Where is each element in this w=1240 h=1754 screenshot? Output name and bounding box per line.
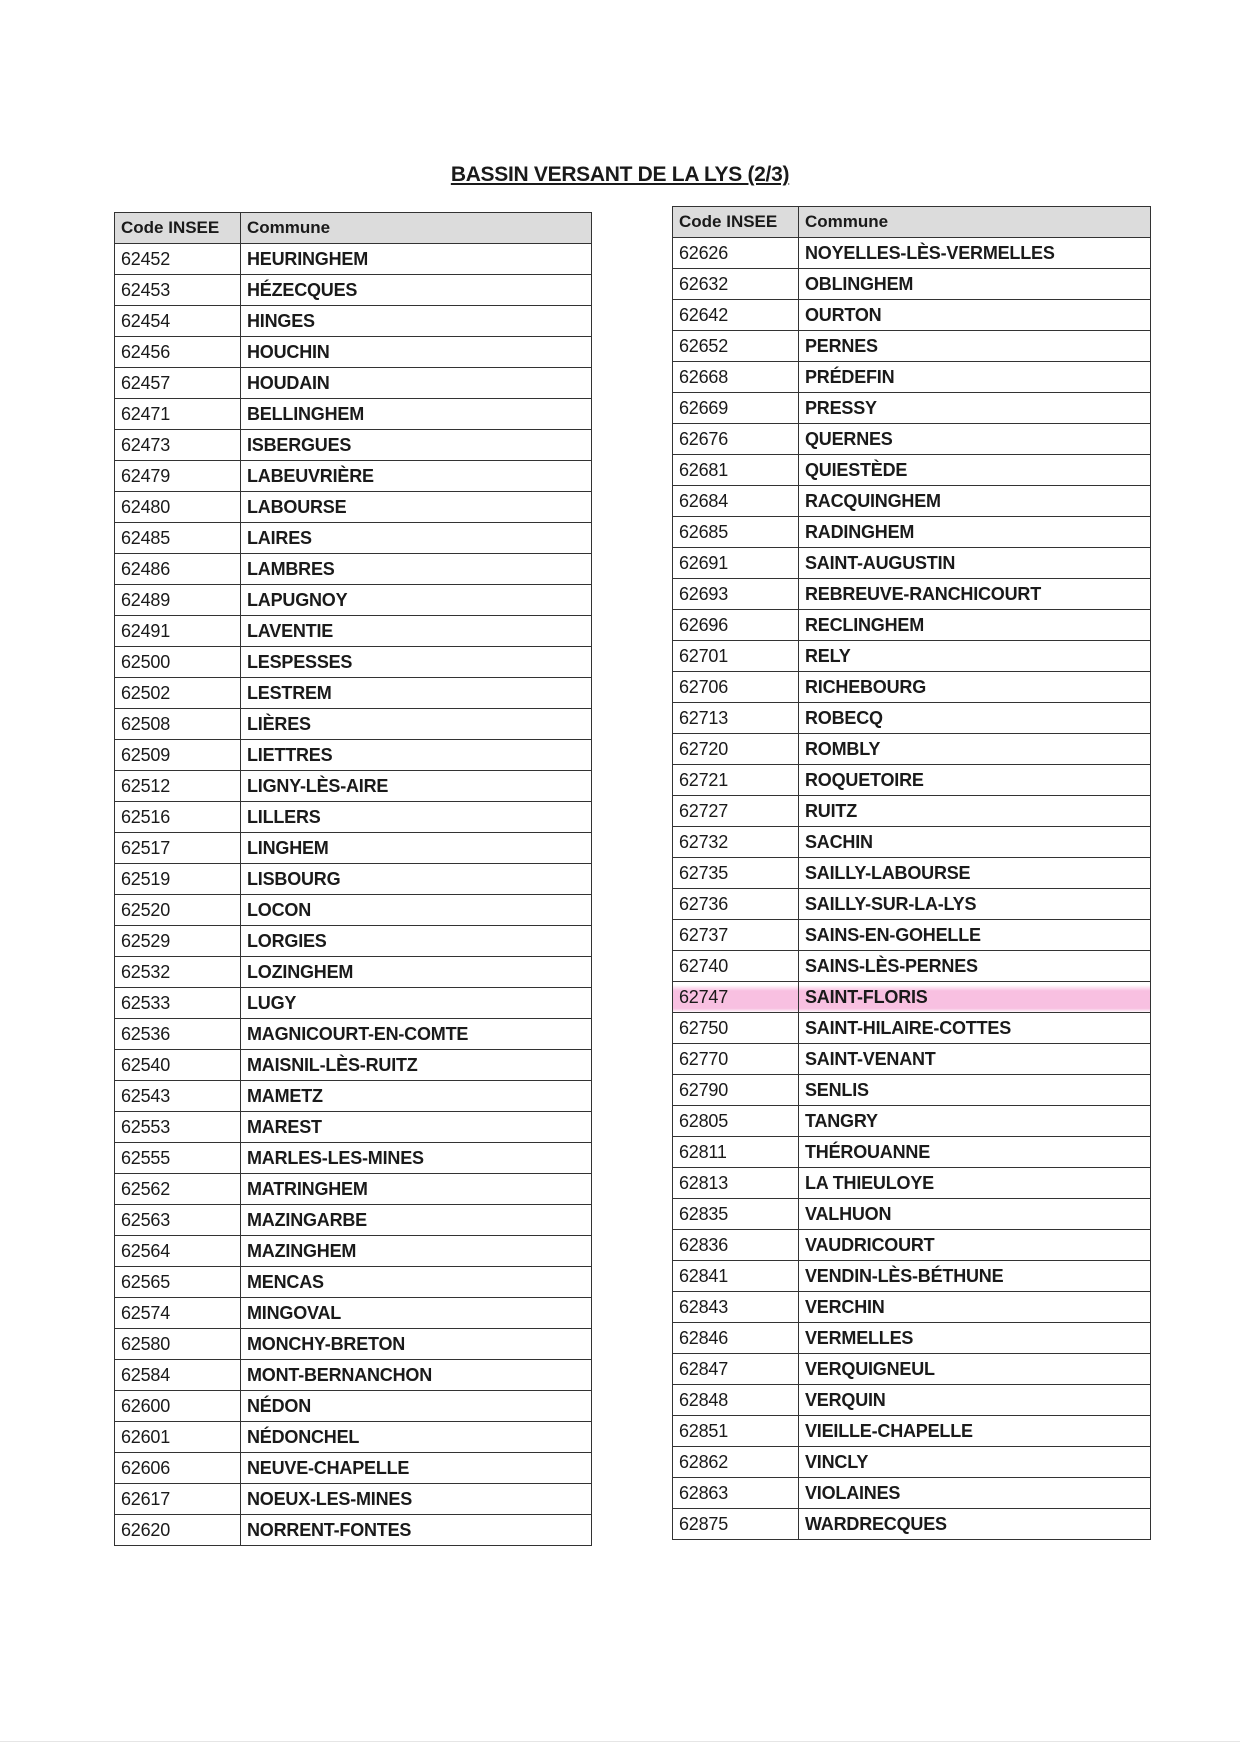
insee-code-cell: 62457 (115, 368, 241, 399)
insee-code-cell: 62737 (673, 920, 799, 951)
insee-code-cell: 62813 (673, 1168, 799, 1199)
insee-code-cell: 62452 (115, 244, 241, 275)
commune-name-cell: MATRINGHEM (241, 1174, 592, 1205)
insee-code-cell: 62875 (673, 1509, 799, 1540)
insee-code-cell: 62696 (673, 610, 799, 641)
insee-code-cell: 62851 (673, 1416, 799, 1447)
insee-code-cell: 62563 (115, 1205, 241, 1236)
communes-table-left-body (115, 244, 592, 1546)
commune-name-cell: NÉDONCHEL (241, 1422, 592, 1453)
table-row (673, 1199, 1151, 1230)
insee-code-cell: 62564 (115, 1236, 241, 1267)
commune-name-cell: PRESSY (799, 393, 1151, 424)
insee-code-cell: 62454 (115, 306, 241, 337)
commune-name-cell: SAINT-VENANT (799, 1044, 1151, 1075)
table-row (673, 269, 1151, 300)
commune-name-cell: VERMELLES (799, 1323, 1151, 1354)
table-row (673, 1385, 1151, 1416)
table-row (673, 951, 1151, 982)
commune-name-cell: QUIESTÈDE (799, 455, 1151, 486)
insee-code-cell: 62669 (673, 393, 799, 424)
insee-code-cell: 62520 (115, 895, 241, 926)
insee-code-cell: 62668 (673, 362, 799, 393)
insee-code-cell: 62684 (673, 486, 799, 517)
table-row (673, 300, 1151, 331)
commune-name-cell: SAILLY-SUR-LA-LYS (799, 889, 1151, 920)
commune-name-cell: LORGIES (241, 926, 592, 957)
table-row (673, 765, 1151, 796)
insee-code-cell: 62480 (115, 492, 241, 523)
table-row-highlighted (673, 982, 1151, 1013)
table-row (673, 362, 1151, 393)
commune-name-cell: LIGNY-LÈS-AIRE (241, 771, 592, 802)
insee-code-cell: 62721 (673, 765, 799, 796)
insee-code-cell: 62735 (673, 858, 799, 889)
table-row (115, 461, 592, 492)
commune-name-cell: LIETTRES (241, 740, 592, 771)
commune-name-cell: HINGES (241, 306, 592, 337)
page-bottom-edge (0, 1741, 1240, 1742)
commune-name-cell: VINCLY (799, 1447, 1151, 1478)
table-row (115, 740, 592, 771)
commune-name-cell: HEURINGHEM (241, 244, 592, 275)
table-row (673, 827, 1151, 858)
commune-name-cell: NOEUX-LES-MINES (241, 1484, 592, 1515)
insee-code-cell: 62736 (673, 889, 799, 920)
insee-code-cell: 62626 (673, 238, 799, 269)
table-row (115, 1081, 592, 1112)
commune-name-cell: LA THIEULOYE (799, 1168, 1151, 1199)
insee-code-cell: 62843 (673, 1292, 799, 1323)
insee-code-cell: 62471 (115, 399, 241, 430)
insee-code-cell: 62512 (115, 771, 241, 802)
table-row (673, 238, 1151, 269)
commune-name-cell: ISBERGUES (241, 430, 592, 461)
table-row (673, 703, 1151, 734)
table-row (115, 1019, 592, 1050)
insee-code-cell: 62706 (673, 672, 799, 703)
insee-code-cell: 62701 (673, 641, 799, 672)
insee-code-cell: 62453 (115, 275, 241, 306)
table-row (673, 548, 1151, 579)
table-row (115, 399, 592, 430)
table-row (115, 368, 592, 399)
table-row (115, 864, 592, 895)
communes-table-right (672, 206, 1151, 1540)
commune-name-cell: RELY (799, 641, 1151, 672)
insee-code-cell: 62747 (673, 982, 799, 1013)
table-row (115, 988, 592, 1019)
insee-code-cell: 62693 (673, 579, 799, 610)
column-header-commune: Commune (799, 207, 1151, 238)
table-row (673, 455, 1151, 486)
insee-code-cell: 62473 (115, 430, 241, 461)
commune-name-cell: ROBECQ (799, 703, 1151, 734)
table-row (673, 393, 1151, 424)
commune-name-cell: VAUDRICOURT (799, 1230, 1151, 1261)
communes-table-left (114, 212, 592, 1546)
table-row (673, 1323, 1151, 1354)
commune-name-cell: LAVENTIE (241, 616, 592, 647)
insee-code-cell: 62553 (115, 1112, 241, 1143)
insee-code-cell: 62562 (115, 1174, 241, 1205)
insee-code-cell: 62533 (115, 988, 241, 1019)
table-row (115, 1143, 592, 1174)
commune-name-cell: LABEUVRIÈRE (241, 461, 592, 492)
commune-name-cell: LILLERS (241, 802, 592, 833)
table-row (673, 1137, 1151, 1168)
commune-name-cell: REBREUVE-RANCHICOURT (799, 579, 1151, 610)
table-row (115, 1050, 592, 1081)
commune-name-cell: NOYELLES-LÈS-VERMELLES (799, 238, 1151, 269)
commune-name-cell: LABOURSE (241, 492, 592, 523)
table-row (673, 610, 1151, 641)
table-row (115, 771, 592, 802)
table-row (673, 1044, 1151, 1075)
insee-code-cell: 62863 (673, 1478, 799, 1509)
insee-code-cell: 62519 (115, 864, 241, 895)
table-row (673, 331, 1151, 362)
insee-code-cell: 62574 (115, 1298, 241, 1329)
commune-name-cell: MONT-BERNANCHON (241, 1360, 592, 1391)
commune-name-cell: RADINGHEM (799, 517, 1151, 548)
insee-code-cell: 62846 (673, 1323, 799, 1354)
commune-name-cell: RACQUINGHEM (799, 486, 1151, 517)
commune-name-cell: MAGNICOURT-EN-COMTE (241, 1019, 592, 1050)
table-row (673, 858, 1151, 889)
insee-code-cell: 62489 (115, 585, 241, 616)
commune-name-cell: NÉDON (241, 1391, 592, 1422)
insee-code-cell: 62617 (115, 1484, 241, 1515)
table-row (673, 486, 1151, 517)
commune-name-cell: RUITZ (799, 796, 1151, 827)
commune-name-cell: SAINS-EN-GOHELLE (799, 920, 1151, 951)
commune-name-cell: LINGHEM (241, 833, 592, 864)
insee-code-cell: 62584 (115, 1360, 241, 1391)
insee-code-cell: 62516 (115, 802, 241, 833)
insee-code-cell: 62811 (673, 1137, 799, 1168)
insee-code-cell: 62770 (673, 1044, 799, 1075)
insee-code-cell: 62848 (673, 1385, 799, 1416)
insee-code-cell: 62543 (115, 1081, 241, 1112)
insee-code-cell: 62486 (115, 554, 241, 585)
commune-name-cell: LIÈRES (241, 709, 592, 740)
table-row (115, 1174, 592, 1205)
commune-name-cell: LAMBRES (241, 554, 592, 585)
commune-name-cell: OBLINGHEM (799, 269, 1151, 300)
commune-name-cell: SAINS-LÈS-PERNES (799, 951, 1151, 982)
commune-name-cell: QUERNES (799, 424, 1151, 455)
table-row (115, 709, 592, 740)
table-row (115, 1205, 592, 1236)
table-row (673, 424, 1151, 455)
table-row (673, 1509, 1151, 1540)
commune-name-cell: RECLINGHEM (799, 610, 1151, 641)
table-row (673, 1013, 1151, 1044)
commune-name-cell: LESPESSES (241, 647, 592, 678)
table-row (115, 895, 592, 926)
table-row (115, 1267, 592, 1298)
insee-code-cell: 62601 (115, 1422, 241, 1453)
insee-code-cell: 62456 (115, 337, 241, 368)
commune-name-cell: NORRENT-FONTES (241, 1515, 592, 1546)
table-header-row (115, 213, 592, 244)
table-row (673, 1447, 1151, 1478)
commune-name-cell: LISBOURG (241, 864, 592, 895)
commune-name-cell: MAREST (241, 1112, 592, 1143)
insee-code-cell: 62517 (115, 833, 241, 864)
communes-table-right-body (673, 238, 1151, 1540)
table-row (115, 1112, 592, 1143)
commune-name-cell: SENLIS (799, 1075, 1151, 1106)
table-row (673, 1168, 1151, 1199)
commune-name-cell: TANGRY (799, 1106, 1151, 1137)
insee-code-cell: 62502 (115, 678, 241, 709)
commune-name-cell: MARLES-LES-MINES (241, 1143, 592, 1174)
table-row (115, 554, 592, 585)
insee-code-cell: 62529 (115, 926, 241, 957)
table-row (115, 1484, 592, 1515)
commune-name-cell: MENCAS (241, 1267, 592, 1298)
insee-code-cell: 62632 (673, 269, 799, 300)
insee-code-cell: 62805 (673, 1106, 799, 1137)
table-row (115, 1391, 592, 1422)
insee-code-cell: 62479 (115, 461, 241, 492)
table-row (115, 647, 592, 678)
commune-name-cell: VIOLAINES (799, 1478, 1151, 1509)
table-row (673, 1075, 1151, 1106)
table-row (115, 492, 592, 523)
table-row (673, 641, 1151, 672)
insee-code-cell: 62841 (673, 1261, 799, 1292)
commune-name-cell: VENDIN-LÈS-BÉTHUNE (799, 1261, 1151, 1292)
table-row (115, 1422, 592, 1453)
commune-name-cell: VERQUIGNEUL (799, 1354, 1151, 1385)
insee-code-cell: 62835 (673, 1199, 799, 1230)
commune-name-cell: MINGOVAL (241, 1298, 592, 1329)
table-row (673, 1416, 1151, 1447)
commune-name-cell: WARDRECQUES (799, 1509, 1151, 1540)
insee-code-cell: 62681 (673, 455, 799, 486)
insee-code-cell: 62642 (673, 300, 799, 331)
insee-code-cell: 62836 (673, 1230, 799, 1261)
insee-code-cell: 62862 (673, 1447, 799, 1478)
table-row (673, 672, 1151, 703)
page-title: BASSIN VERSANT DE LA LYS (2/3) (450, 163, 790, 186)
table-row (115, 926, 592, 957)
table-row (115, 957, 592, 988)
insee-code-cell: 62565 (115, 1267, 241, 1298)
commune-name-cell: PRÉDEFIN (799, 362, 1151, 393)
commune-name-cell: RICHEBOURG (799, 672, 1151, 703)
commune-name-cell: NEUVE-CHAPELLE (241, 1453, 592, 1484)
table-row (673, 517, 1151, 548)
table-row (115, 275, 592, 306)
commune-name-cell: PERNES (799, 331, 1151, 362)
insee-code-cell: 62685 (673, 517, 799, 548)
commune-name-cell: SAINT-FLORIS (799, 982, 1151, 1013)
insee-code-cell: 62620 (115, 1515, 241, 1546)
commune-name-cell: SAILLY-LABOURSE (799, 858, 1151, 889)
commune-name-cell: OURTON (799, 300, 1151, 331)
table-row (115, 523, 592, 554)
table-row (673, 1292, 1151, 1323)
table-row (115, 616, 592, 647)
insee-code-cell: 62540 (115, 1050, 241, 1081)
commune-name-cell: VIEILLE-CHAPELLE (799, 1416, 1151, 1447)
insee-code-cell: 62713 (673, 703, 799, 734)
table-row (673, 579, 1151, 610)
commune-name-cell: HOUCHIN (241, 337, 592, 368)
table-row (115, 833, 592, 864)
table-row (115, 1236, 592, 1267)
commune-name-cell: MAMETZ (241, 1081, 592, 1112)
commune-name-cell: MONCHY-BRETON (241, 1329, 592, 1360)
table-row (115, 1360, 592, 1391)
insee-code-cell: 62732 (673, 827, 799, 858)
table-row (115, 1329, 592, 1360)
insee-code-cell: 62555 (115, 1143, 241, 1174)
insee-code-cell: 62485 (115, 523, 241, 554)
insee-code-cell: 62691 (673, 548, 799, 579)
table-row (115, 585, 592, 616)
table-row (115, 244, 592, 275)
insee-code-cell: 62532 (115, 957, 241, 988)
insee-code-cell: 62790 (673, 1075, 799, 1106)
table-row (673, 734, 1151, 765)
insee-code-cell: 62676 (673, 424, 799, 455)
commune-name-cell: VERCHIN (799, 1292, 1151, 1323)
table-row (673, 1478, 1151, 1509)
insee-code-cell: 62606 (115, 1453, 241, 1484)
commune-name-cell: VALHUON (799, 1199, 1151, 1230)
column-header-code: Code INSEE (115, 213, 241, 244)
table-row (115, 306, 592, 337)
commune-name-cell: SAINT-HILAIRE-COTTES (799, 1013, 1151, 1044)
insee-code-cell: 62740 (673, 951, 799, 982)
insee-code-cell: 62580 (115, 1329, 241, 1360)
insee-code-cell: 62508 (115, 709, 241, 740)
insee-code-cell: 62500 (115, 647, 241, 678)
commune-name-cell: ROQUETOIRE (799, 765, 1151, 796)
commune-name-cell: LESTREM (241, 678, 592, 709)
insee-code-cell: 62847 (673, 1354, 799, 1385)
table-row (115, 1298, 592, 1329)
table-header-row (673, 207, 1151, 238)
commune-name-cell: ROMBLY (799, 734, 1151, 765)
commune-name-cell: THÉROUANNE (799, 1137, 1151, 1168)
commune-name-cell: LUGY (241, 988, 592, 1019)
table-row (115, 1515, 592, 1546)
table-row (673, 1261, 1151, 1292)
table-row (115, 337, 592, 368)
commune-name-cell: SAINT-AUGUSTIN (799, 548, 1151, 579)
table-row (115, 430, 592, 461)
commune-name-cell: MAISNIL-LÈS-RUITZ (241, 1050, 592, 1081)
commune-name-cell: VERQUIN (799, 1385, 1151, 1416)
table-row (673, 1354, 1151, 1385)
table-row (673, 920, 1151, 951)
table-row (115, 1453, 592, 1484)
insee-code-cell: 62491 (115, 616, 241, 647)
table-row (673, 796, 1151, 827)
commune-name-cell: SACHIN (799, 827, 1151, 858)
insee-code-cell: 62600 (115, 1391, 241, 1422)
commune-name-cell: LAPUGNOY (241, 585, 592, 616)
insee-code-cell: 62536 (115, 1019, 241, 1050)
table-row (673, 889, 1151, 920)
insee-code-cell: 62727 (673, 796, 799, 827)
commune-name-cell: BELLINGHEM (241, 399, 592, 430)
commune-name-cell: LAIRES (241, 523, 592, 554)
table-row (673, 1230, 1151, 1261)
insee-code-cell: 62720 (673, 734, 799, 765)
insee-code-cell: 62652 (673, 331, 799, 362)
commune-name-cell: LOCON (241, 895, 592, 926)
column-header-commune: Commune (241, 213, 592, 244)
insee-code-cell: 62750 (673, 1013, 799, 1044)
commune-name-cell: MAZINGARBE (241, 1205, 592, 1236)
table-row (673, 1106, 1151, 1137)
commune-name-cell: HÉZECQUES (241, 275, 592, 306)
commune-name-cell: HOUDAIN (241, 368, 592, 399)
table-row (115, 802, 592, 833)
column-header-code: Code INSEE (673, 207, 799, 238)
table-row (115, 678, 592, 709)
commune-name-cell: LOZINGHEM (241, 957, 592, 988)
insee-code-cell: 62509 (115, 740, 241, 771)
commune-name-cell: MAZINGHEM (241, 1236, 592, 1267)
